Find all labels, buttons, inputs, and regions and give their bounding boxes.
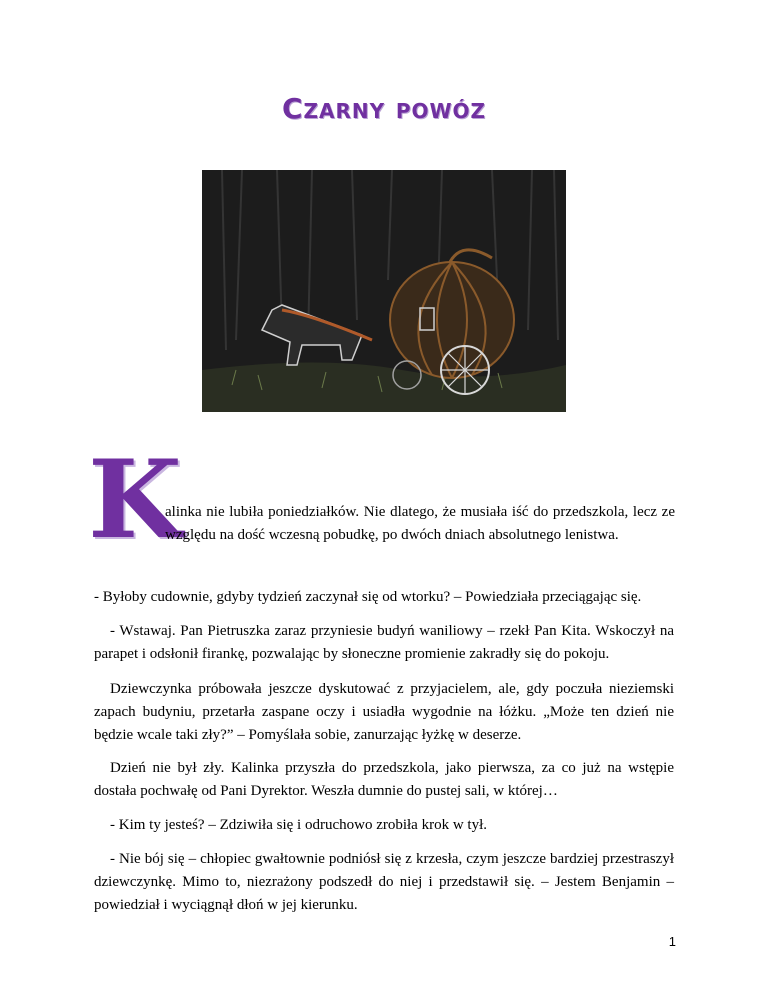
- page-number: 1: [668, 934, 676, 949]
- paragraph-dialogue-1: - Byłoby cudownie, gdyby tydzień zaczynał się od wtorku? – Powiedziała przeciągając się.: [94, 589, 642, 605]
- paragraph-narration-1: Dziewczynka próbowała jeszcze dyskutować z przyjacielem, ale, gdy poczuła nieziemski zapach budyniu, przetarła zaspane oczy i usiadła wygodnie na łóżku. „Może ten dzień nie będzie wcale taki zły?” – Pomyślała sobie, zanurzając łyżkę w deserze.: [94, 681, 674, 743]
- illustration-black-carriage: [202, 170, 566, 412]
- drop-cap: K: [88, 437, 182, 563]
- page-title: Czarny powóz: [281, 92, 487, 125]
- paragraph-dialogue-4: - Nie bój się – chłopiec gwałtownie podniósł się z krzesła, czym jeszcze bardziej przestraszył dziewczynkę. Mimo to, niezrażony podszedł do niej i przedstawił się. – Jestem Benjamin – powiedział i wyciągnął dłoń w jej kierunku.: [94, 851, 674, 913]
- paragraph-intro: alinka nie lubiła poniedziałków. Nie dlatego, że musiała iść do przedszkola, lecz ze względu na dość wczesną pobudkę, po dwóch dniach absolutnego lenistwa.: [165, 504, 675, 543]
- paragraph-dialogue-3: - Kim ty jesteś? – Zdziwiła się i odruchowo zrobiła krok w tył.: [110, 817, 487, 833]
- paragraph-dialogue-2: - Wstawaj. Pan Pietruszka zaraz przyniesie budyń waniliowy – rzekł Pan Kita. Wskoczył na parapet i odsłonił firankę, pozwalając by słoneczne promienie zakradły się do pokoju.: [94, 623, 674, 662]
- paragraph-narration-2: Dzień nie był zły. Kalinka przyszła do przedszkola, jako pierwsza, za co już na wstępie dostała pochwałę od Pani Dyrektor. Weszła dumnie do pustej sali, w której…: [94, 760, 674, 799]
